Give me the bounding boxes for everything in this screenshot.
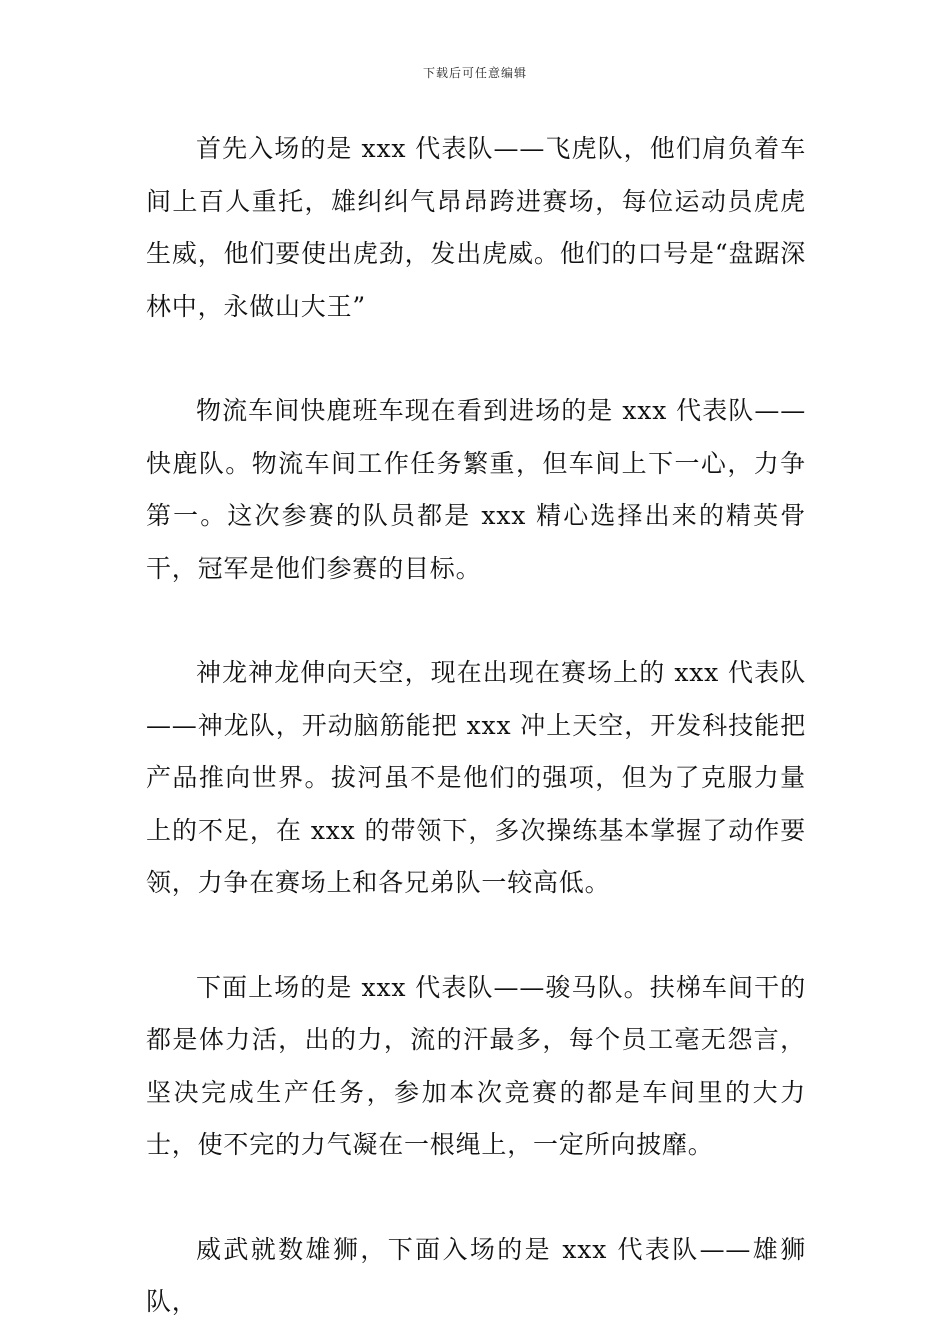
document-body [146,123,806,1329]
page-header: 下载后可任意编辑 [422,66,527,80]
paragraph-dragon-team: 神龙神龙伸向天空，现在出现在赛场上的 xxx 代表队——神龙队，开动脑筋能把 xxx 冲上天空，开发科技能把产品推向世界。拔河虽不是他们的强项，但为了克服力量上的不足，在 xxx 的带领下，多次操练基本掌握了动作要领，力争在赛场上和各兄弟队一较高低。 [146,658,806,897]
paragraph-fast-deer-team: 物流车间快鹿班车现在看到进场的是 xxx 代表队——快鹿队。物流车间工作任务繁重，但车间上下一心，力争第一。这次参赛的队员都是 xxx 精心选择出来的精英骨干，冠军是他们参赛的目标。 [146,396,806,583]
paragraph-horse-team: 下面上场的是 xxx 代表队——骏马队。扶梯车间干的都是体力活，出的力，流的汗最多，每个员工毫无怨言，坚决完成生产任务，参加本次竞赛的都是车间里的大力士，使不完的力气凝在一根绳上，一定所向披靡。 [146,972,806,1159]
paragraph-lion-team: 威武就数雄狮，下面入场的是 xxx 代表队——雄狮队， [146,1234,806,1316]
paragraph-flying-tiger-team: 首先入场的是 xxx 代表队——飞虎队，他们肩负着车间上百人重托，雄纠纠气昂昂跨进赛场，每位运动员虎虎生威，他们要使出虎劲，发出虎威。他们的口号是“盘踞深林中，永做山大王” [146,134,806,321]
